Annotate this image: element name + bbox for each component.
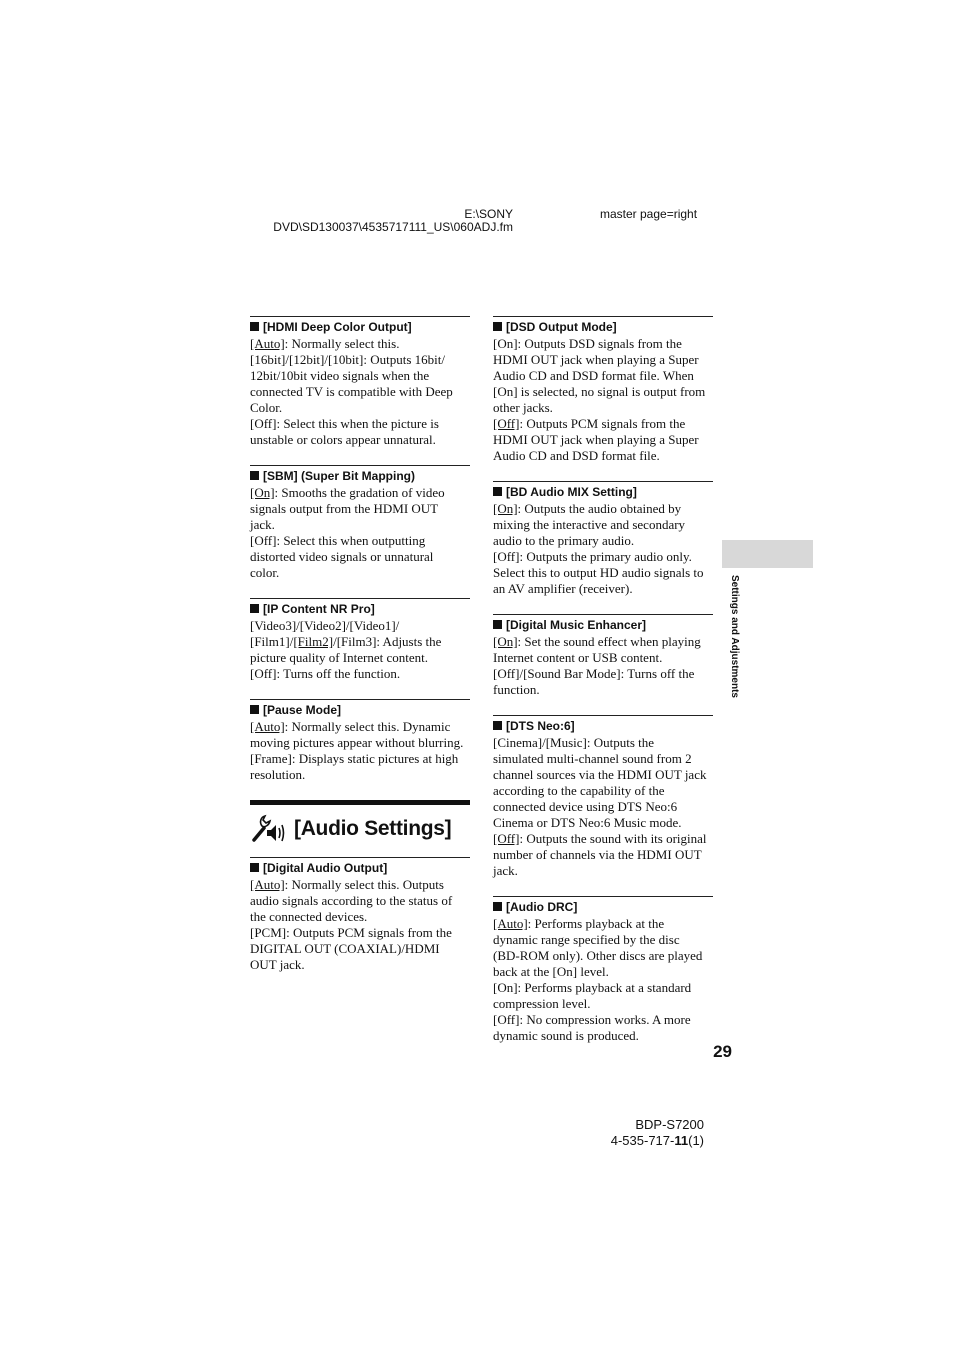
setting-section-dts-neo-6 [493, 715, 713, 879]
setting-section-bd-audio-mix-setting [493, 481, 713, 597]
file-path-line2: DVD\SD130037\4535717111_US\060ADJ.fm [273, 220, 513, 234]
setting-line [493, 352, 713, 368]
setting-line [493, 432, 713, 448]
default-option: [On] [493, 634, 518, 649]
text-segment: OUT jack. [250, 957, 305, 972]
setting-title [493, 719, 713, 733]
setting-line [493, 682, 713, 698]
text-segment: [Off]: Select this when the picture is [250, 416, 439, 431]
default-option: [On] [250, 485, 275, 500]
text-segment: Internet content or USB content. [493, 650, 663, 665]
setting-line [493, 666, 713, 682]
setting-line [250, 650, 470, 666]
setting-title [493, 320, 713, 334]
footer-code-prefix: 4-535-717- [610, 1133, 675, 1148]
text-segment: [Off]: Turns off the function. [250, 666, 401, 681]
page-number: 29 [713, 1042, 732, 1061]
setting-line [493, 964, 713, 980]
footer [560, 1117, 704, 1149]
default-option: [On] [493, 501, 518, 516]
setting-line [493, 767, 713, 783]
setting-title-text: [Digital Audio Output] [263, 861, 388, 875]
text-segment: Select this to output HD audio signals to [493, 565, 704, 580]
text-segment: [Video3]/[Video2]/[Video1]/ [250, 618, 400, 633]
file-path [250, 208, 513, 234]
text-segment: : Outputs PCM signals from the [519, 416, 686, 431]
default-option: [Auto] [493, 916, 528, 931]
text-segment: : Performs playback at the [527, 916, 665, 931]
text-segment: number of channels via the HDMI OUT [493, 847, 702, 862]
setting-title-text: [DSD Output Mode] [506, 320, 617, 334]
section-tab [722, 540, 813, 568]
setting-line [250, 751, 470, 767]
square-bullet-icon [250, 322, 259, 331]
section-label: Settings and Adjustments [729, 575, 740, 698]
footer-code [560, 1133, 704, 1149]
default-option: [Off] [493, 416, 520, 431]
setting-section-hdmi-deep-color-output [250, 316, 470, 448]
setting-line [493, 831, 713, 847]
text-segment: simulated multi-channel sound from 2 [493, 751, 692, 766]
setting-line [250, 767, 470, 783]
file-path-line1: E:\SONY [464, 207, 513, 221]
setting-line [250, 517, 470, 533]
audio-settings-heading [250, 800, 470, 853]
setting-line [250, 877, 470, 893]
setting-section-digital-audio-output [250, 857, 470, 973]
setting-line [250, 368, 470, 384]
setting-title-text: [Digital Music Enhancer] [506, 618, 647, 632]
setting-section-pause-mode [250, 699, 470, 783]
text-segment: [On]: Outputs DSD signals from the [493, 336, 682, 351]
footer-code-suffix: (1) [688, 1133, 704, 1148]
setting-line [493, 634, 713, 650]
text-segment: other jacks. [493, 400, 553, 415]
setting-line [250, 533, 470, 549]
setting-title-text: [HDMI Deep Color Output] [263, 320, 412, 334]
default-option: [Auto] [250, 336, 285, 351]
setting-line [493, 336, 713, 352]
text-segment: Audio CD and DSD format file. When [493, 368, 694, 383]
setting-line [250, 634, 470, 650]
text-segment: moving pictures appear without blurring. [250, 735, 464, 750]
square-bullet-icon [493, 322, 502, 331]
setting-line [250, 432, 470, 448]
text-segment: connected device using DTS Neo:6 [493, 799, 678, 814]
setting-title-text: [SBM] (Super Bit Mapping) [263, 469, 415, 483]
setting-title [493, 900, 713, 914]
text-segment: back at the [On] level. [493, 964, 609, 979]
text-segment: [On]: Performs playback at a standard [493, 980, 692, 995]
setting-line [493, 996, 713, 1012]
setting-line [493, 751, 713, 767]
setting-section-dsd-output-mode [493, 316, 713, 464]
text-segment: [Cinema]/[Music]: Outputs the [493, 735, 655, 750]
text-segment: [PCM]: Outputs PCM signals from the [250, 925, 452, 940]
setting-line [250, 400, 470, 416]
text-segment: [On] is selected, no signal is output from [493, 384, 706, 399]
setting-line [493, 501, 713, 517]
setting-line [493, 581, 713, 597]
setting-title [250, 320, 470, 334]
text-segment: 12bit/10bit video signals when the [250, 368, 430, 383]
text-segment: [Off]: Select this when outputting [250, 533, 426, 548]
setting-title [493, 485, 713, 499]
setting-line [493, 815, 713, 831]
square-bullet-icon [493, 487, 502, 496]
setting-title-text: [Pause Mode] [263, 703, 342, 717]
setting-line [493, 1012, 713, 1028]
setting-line [493, 448, 713, 464]
text-segment: color. [250, 565, 280, 580]
audio-settings-title: [Audio Settings] [294, 817, 452, 840]
text-segment: mixing the interactive and secondary [493, 517, 686, 532]
setting-line [250, 549, 470, 565]
default-option: [Auto] [250, 877, 285, 892]
text-segment: [Frame]: Displays static pictures at high [250, 751, 459, 766]
text-segment: : Smooths the gradation of video [274, 485, 445, 500]
left-column [250, 316, 470, 990]
setting-line [493, 416, 713, 432]
setting-line [250, 941, 470, 957]
text-segment: [Off]/[Sound Bar Mode]: Turns off the [493, 666, 695, 681]
text-segment: Color. [250, 400, 283, 415]
setting-line [250, 384, 470, 400]
text-segment: [Film1]/ [250, 634, 294, 649]
text-segment: Audio CD and DSD format file. [493, 448, 660, 463]
text-segment: dynamic sound is produced. [493, 1028, 639, 1043]
text-segment: [Off]: No compression works. A more [493, 1012, 691, 1027]
setting-line [493, 400, 713, 416]
square-bullet-icon [493, 721, 502, 730]
setting-title [250, 861, 470, 875]
setting-line [250, 735, 470, 751]
text-segment: unstable or colors appear unnatural. [250, 432, 436, 447]
text-segment: : Set the sound effect when playing [517, 634, 701, 649]
footer-model: BDP-S7200 [635, 1117, 704, 1132]
setting-line [250, 957, 470, 973]
setting-line [493, 863, 713, 879]
setting-line [493, 650, 713, 666]
setting-line [493, 783, 713, 799]
square-bullet-icon [250, 863, 259, 872]
setting-line [250, 336, 470, 352]
setting-line [493, 549, 713, 565]
default-option: [Film2] [293, 634, 334, 649]
setting-line [493, 384, 713, 400]
text-segment: according to the capability of the [493, 783, 665, 798]
text-segment: jack. [493, 863, 518, 878]
master-page-label: master page=right [600, 207, 698, 221]
setting-title [250, 703, 470, 717]
setting-title-text: [BD Audio MIX Setting] [506, 485, 637, 499]
audio-settings-icon [250, 814, 286, 844]
setting-line [250, 666, 470, 682]
setting-line [493, 565, 713, 581]
setting-line [250, 719, 470, 735]
text-segment: [16bit]/[12bit]/[10bit]: Outputs 16bit/ [250, 352, 445, 367]
setting-line [493, 517, 713, 533]
right-column [493, 316, 713, 1061]
setting-title [250, 602, 470, 616]
setting-line [250, 893, 470, 909]
text-segment: : Normally select this. Dynamic [284, 719, 451, 734]
text-segment: channel sources via the HDMI OUT jack [493, 767, 707, 782]
setting-section-digital-music-enhancer [493, 614, 713, 698]
setting-line [493, 916, 713, 932]
setting-line [493, 847, 713, 863]
text-segment: /[Film3]: Adjusts the [333, 634, 442, 649]
setting-title-text: [IP Content NR Pro] [263, 602, 375, 616]
setting-line [250, 565, 470, 581]
text-segment: HDMI OUT jack when playing a Super [493, 352, 699, 367]
square-bullet-icon [250, 471, 259, 480]
text-segment: : Normally select this. Outputs [284, 877, 444, 892]
text-segment: DIGITAL OUT (COAXIAL)/HDMI [250, 941, 440, 956]
setting-section-audio-drc [493, 896, 713, 1044]
setting-line [250, 909, 470, 925]
setting-line [493, 735, 713, 751]
setting-line [493, 932, 713, 948]
setting-title [250, 469, 470, 483]
text-segment: [Off]: Outputs the primary audio only. [493, 549, 692, 564]
square-bullet-icon [493, 902, 502, 911]
setting-line [250, 618, 470, 634]
text-segment: connected TV is compatible with Deep [250, 384, 453, 399]
setting-line [250, 925, 470, 941]
text-segment: the connected devices. [250, 909, 368, 924]
text-segment: distorted video signals or unnatural [250, 549, 434, 564]
text-segment: jack. [250, 517, 275, 532]
square-bullet-icon [250, 705, 259, 714]
text-segment: an AV amplifier (receiver). [493, 581, 633, 596]
text-segment: Cinema or DTS Neo:6 Music mode. [493, 815, 682, 830]
text-segment: signals output from the HDMI OUT [250, 501, 439, 516]
text-segment: HDMI OUT jack when playing a Super [493, 432, 699, 447]
text-segment: function. [493, 682, 540, 697]
text-segment: picture quality of Internet content. [250, 650, 428, 665]
setting-line [493, 533, 713, 549]
setting-line [250, 416, 470, 432]
setting-title [493, 618, 713, 632]
setting-line [493, 980, 713, 996]
setting-section-sbm-super-bit-mapping [250, 465, 470, 581]
setting-line [250, 501, 470, 517]
text-segment: audio to the primary audio. [493, 533, 635, 548]
setting-line [493, 1028, 713, 1044]
text-segment: (BD-ROM only). Other discs are played [493, 948, 703, 963]
text-segment: : Normally select this. [284, 336, 400, 351]
text-segment: resolution. [250, 767, 306, 782]
setting-line [493, 368, 713, 384]
text-segment: dynamic range specified by the disc [493, 932, 680, 947]
text-segment: : Outputs the sound with its original [519, 831, 707, 846]
text-segment: : Outputs the audio obtained by [517, 501, 682, 516]
setting-line [493, 799, 713, 815]
square-bullet-icon [250, 604, 259, 613]
setting-title-text: [DTS Neo:6] [506, 719, 575, 733]
setting-line [250, 485, 470, 501]
setting-title-text: [Audio DRC] [506, 900, 578, 914]
footer-code-bold: 11 [674, 1133, 689, 1148]
setting-line [493, 948, 713, 964]
default-option: [Auto] [250, 719, 285, 734]
setting-line [250, 352, 470, 368]
default-option: [Off] [493, 831, 520, 846]
text-segment: compression level. [493, 996, 591, 1011]
text-segment: audio signals according to the status of [250, 893, 453, 908]
square-bullet-icon [493, 620, 502, 629]
setting-section-ip-content-nr-pro [250, 598, 470, 682]
